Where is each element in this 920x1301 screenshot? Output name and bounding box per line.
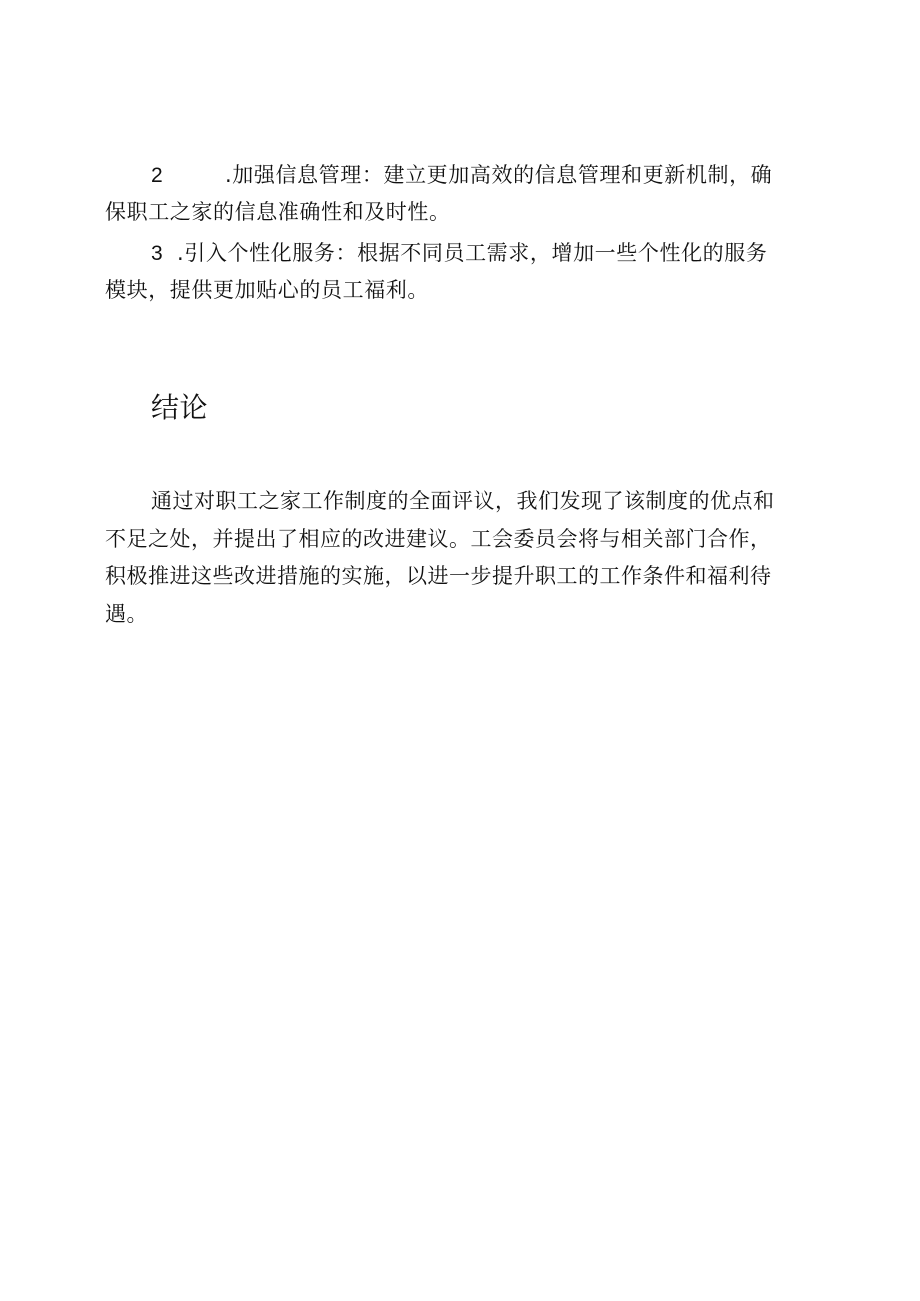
conclusion-line: 遇。: [105, 601, 148, 626]
suggestion-item-3-line1: [105, 235, 817, 272]
suggestion-text: .加强信息管理：建立更加高效的信息管理和更新机制，确: [225, 163, 773, 187]
suggestion-text-continuation: 保职工之家的信息准确性和及时性。: [105, 200, 451, 224]
suggestion-text-continuation: 模块，提供更加贴心的员工福利。: [105, 278, 429, 302]
suggestion-text: .引入个性化服务：根据不同员工需求，增加一些个性化的服务: [177, 241, 768, 265]
suggestion-item-2-line1: [105, 157, 817, 194]
conclusion-heading: 结论: [151, 391, 209, 424]
suggestion-item-3: [105, 235, 817, 309]
conclusion-paragraph: [105, 483, 819, 633]
suggestion-number: 2: [151, 164, 164, 187]
suggestion-number: 3: [151, 242, 164, 265]
suggestion-item-2: [105, 157, 817, 231]
conclusion-line: 通过对职工之家工作制度的全面评议，我们发现了该制度的优点和: [151, 489, 775, 513]
conclusion-line: 不足之处，并提出了相应的改进建议。工会委员会将与相关部门合作，: [105, 526, 772, 551]
conclusion-line: 积极推进这些改进措施的实施，以进一步提升职工的工作条件和福利待: [105, 564, 772, 588]
